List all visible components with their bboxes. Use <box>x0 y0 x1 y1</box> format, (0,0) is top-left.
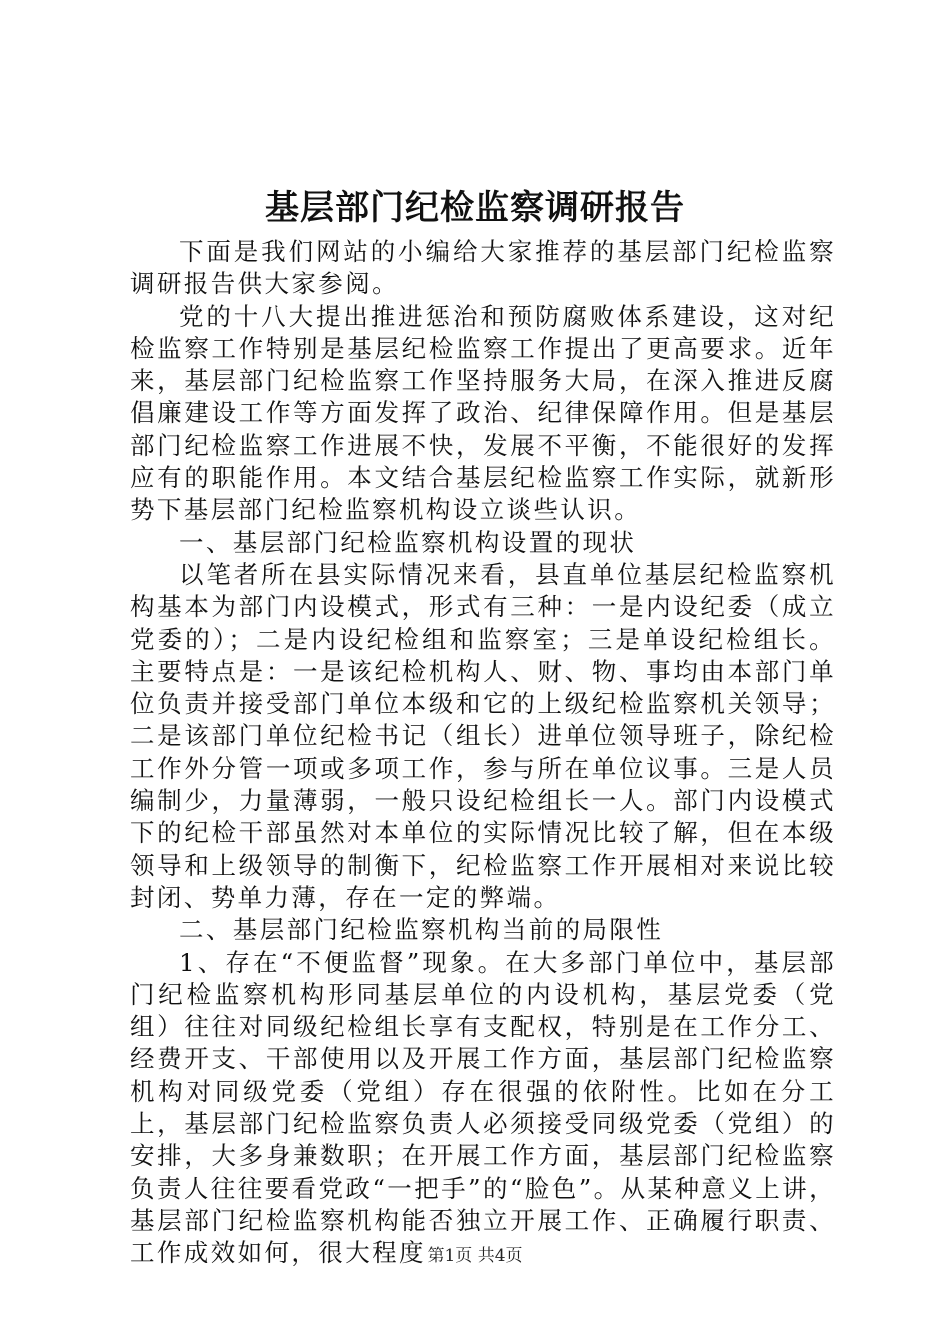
intro-paragraph: 下面是我们网站的小编给大家推荐的基层部门纪检监察调研报告供大家参阅。 <box>130 237 836 299</box>
current-status-paragraph: 以笔者所在县实际情况来看，县直单位基层纪检监察机构基本为部门内设模式，形式有三种：一是内设纪委（成立党委的）；二是内设纪检组和监察室；三是单设纪检组长。主要特点是：一是该纪检机构人、财、物、事均由本部门单位负责并接受部门单位本级和它的上级纪检监察机关领导；二是该部门单位纪检书记（组长）进单位领导班子，除纪检工作外分管一项或多项工作，参与所在单位议事。三是人员编制少，力量薄弱，一般只设纪检组长一人。部门内设模式下的纪检干部虽然对本单位的实际情况比较了解，但在本级领导和上级领导的制衡下，纪检监察工作开展相对来说比较封闭、势单力薄，存在一定的弊端。 <box>130 559 836 912</box>
background-paragraph: 党的十八大提出推进惩治和预防腐败体系建设，这对纪检监察工作特别是基层纪检监察工作提出了更高要求。近年来，基层部门纪检监察工作坚持服务大局，在深入推进反腐倡廉建设工作等方面发挥了政治、纪律保障作用。但是基层部门纪检监察工作进展不快，发展不平衡，不能很好的发挥应有的职能作用。本文结合基层纪检监察工作实际，就新形势下基层部门纪检监察机构设立谈些认识。 <box>130 301 836 525</box>
limitations-paragraph: 1、存在“不便监督”现象。在大多部门单位中，基层部门纪检监察机构形同基层单位的内设机构，基层党委（党组）往往对同级纪检组长享有支配权，特别是在工作分工、经费开支、干部使用以及开展工作方面，基层部门纪检监察机构对同级党委（党组）存在很强的依附性。比如在分工上，基层部门纪检监察负责人必须接受同级党委（党组）的安排，大多身兼数职；在开展工作方面，基层部门纪检监察负责人往往要看党政“一把手”的“脸色”。从某种意义上讲，基层部门纪检监察机构能否独立开展工作、正确履行职责、工作成效如何，很大程度 <box>130 947 836 1268</box>
section-heading-limitations: 二、基层部门纪检监察机构当前的局限性 <box>179 915 664 945</box>
document-title: 基层部门纪检监察调研报告 <box>265 188 685 228</box>
section-heading-current-status: 一、基层部门纪检监察机构设置的现状 <box>179 527 637 557</box>
document-body <box>130 236 836 1270</box>
page-footer: 第1页 共4页 <box>427 1246 523 1266</box>
